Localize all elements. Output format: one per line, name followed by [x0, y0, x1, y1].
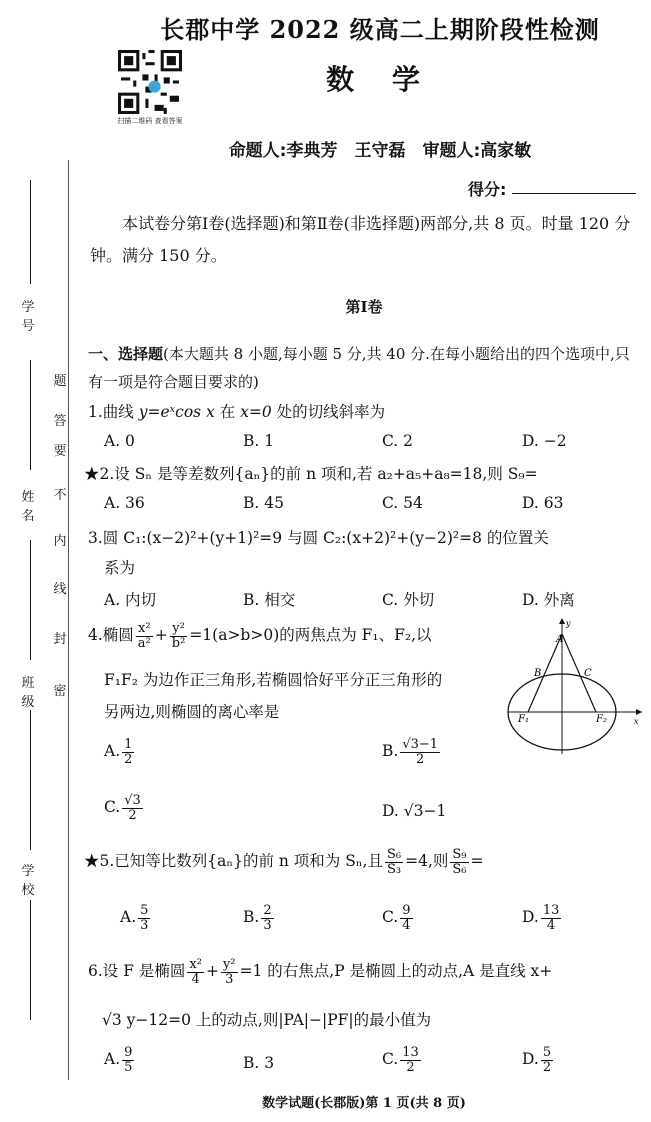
- section-desc: (本大题共 8 小题,每小题 5 分,共 40 分.在每小题给出的四个选项中,只有一项是符合题目要求的): [88, 345, 630, 391]
- school-blank[interactable]: [30, 900, 31, 1020]
- qr-caption: 扫描二维码 查看答案: [117, 117, 183, 125]
- student-no-label: 学 号: [21, 300, 35, 334]
- q5-option-a[interactable]: A. $\frac{5}{3}$: [120, 903, 149, 933]
- student-no-blank[interactable]: [30, 180, 31, 284]
- ellipse-figure: [504, 616, 644, 756]
- q2-option-c[interactable]: C. 54: [382, 494, 423, 512]
- fig-label-b: B: [534, 668, 542, 679]
- seal-char-8: 题: [53, 374, 67, 389]
- q5-option-b[interactable]: B. $\frac{2}{3}$: [243, 903, 272, 933]
- q3-option-b[interactable]: B. 相交: [243, 591, 296, 609]
- q6-option-a[interactable]: A. $\frac{9}{5}$: [104, 1045, 133, 1075]
- question-4-stem-line2: F₁F₂ 为边作正三角形,若椭圆恰好平分正三角形的: [104, 671, 443, 689]
- seal-char-2: 封: [53, 632, 67, 647]
- q4-option-a[interactable]: A. $\frac{1}{2}$: [104, 737, 133, 767]
- exam-title: 长郡中学 2022 级高二上期阶段性检测: [160, 15, 600, 44]
- question-4-stem-line3: 另两边,则椭圆的离心率是: [104, 703, 280, 721]
- q4-option-d[interactable]: D. √3−1: [382, 802, 447, 820]
- score-blank[interactable]: [512, 193, 636, 194]
- q1-option-c[interactable]: C. 2: [382, 432, 414, 450]
- q1-option-a[interactable]: A. 0: [104, 432, 135, 450]
- seal-char-7: 答: [53, 414, 67, 429]
- name-blank-top[interactable]: [30, 360, 31, 470]
- q6-option-d[interactable]: D. $\frac{5}{2}$: [522, 1045, 552, 1075]
- name-blank[interactable]: [30, 540, 31, 660]
- subject-title: 数 学: [326, 63, 434, 96]
- q1-option-b[interactable]: B. 1: [243, 432, 275, 450]
- q2-option-b[interactable]: B. 45: [243, 494, 284, 512]
- question-3-stem-line1: 3.圆 C₁:(x−2)²+(y+1)²=9 与圆 C₂:(x+2)²+(y−2)²=8 的位置关: [88, 529, 549, 547]
- q3-option-a[interactable]: A. 内切: [104, 591, 157, 609]
- score-label: 得分:: [468, 180, 507, 199]
- star-icon: ★: [84, 465, 100, 483]
- q6-option-c[interactable]: C. $\frac{13}{2}$: [382, 1045, 419, 1075]
- q3-option-d[interactable]: D. 外离: [522, 591, 575, 609]
- question-6-stem-line1: 6.设 F 是椭圆 $\frac{\text{x²}}{4}$ + $\frac{\text{y²}}{3}$ =1 的右焦点,P 是椭圆上的动点,A 是直线 x+: [88, 957, 553, 987]
- question-5-stem: ★5.已知等比数列{aₙ}的前 n 项和为 Sₙ,且 $\frac{\text{S₆}}{\text{S₃}}$ =4,则 $\frac{\text{S₉}}{\text{S₆}}$ =: [84, 847, 484, 877]
- question-6-stem-line2: √3 y−12=0 上的动点,则|PA|−|PF|的最小值为: [102, 1011, 432, 1029]
- seal-char-1: 密: [53, 684, 67, 699]
- question-3-stem-line2: 系为: [104, 559, 136, 577]
- question-2-stem: ★2.设 Sₙ 是等差数列{aₙ}的前 n 项和,若 a₂+a₅+a₈=18,则 S₉=: [84, 465, 538, 483]
- authors-line: 命题人:李典芳 王守磊 审题人:高家敏: [228, 141, 532, 161]
- section-heading: [88, 340, 638, 396]
- seal-char-3: 线: [53, 582, 67, 597]
- exam-intro: 本试卷分第Ⅰ卷(选择题)和第Ⅱ卷(非选择题)两部分,共 8 页。时量 120 分钟。满分 150 分。: [90, 214, 631, 265]
- page-footer: 数学试题(长郡版)第 1 页(共 8 页): [262, 1096, 466, 1111]
- question-4-stem-line1: 4.椭圆 $\frac{\text{x²}}{\text{a²}}$ + $\frac{\text{y²}}{\text{b²}}$ =1(a>b>0)的两焦点为 F₁、F₂,以: [88, 621, 432, 651]
- star-icon: ★: [84, 852, 100, 871]
- q4-option-c[interactable]: C. $\frac{√3}{2}$: [104, 793, 141, 823]
- q4-option-b[interactable]: B. $\frac{√3-1}{2}$: [382, 737, 439, 767]
- class-label: 班 级: [21, 676, 35, 710]
- q2-option-d[interactable]: D. 63: [522, 494, 564, 512]
- school-label: 学 校: [21, 864, 35, 898]
- volume-heading: 第Ⅰ卷: [345, 298, 383, 316]
- name-label: 姓 名: [21, 490, 35, 524]
- seal-char-5: 不: [53, 488, 67, 503]
- q1-option-d[interactable]: D. −2: [522, 432, 567, 450]
- question-1-stem: 1.曲线 y=eˣcos x 在 x=0 处的切线斜率为: [88, 403, 386, 421]
- class-blank[interactable]: [30, 710, 31, 850]
- fig-label-f2: F₂: [596, 714, 607, 725]
- fig-axis-y: y: [566, 619, 571, 628]
- seal-char-4: 内: [53, 534, 67, 549]
- fig-axis-x: x: [634, 717, 639, 726]
- q2-option-a[interactable]: A. 36: [104, 494, 145, 512]
- fig-label-c: C: [584, 668, 592, 679]
- section-title: 一、选择题: [88, 345, 164, 363]
- seal-char-6: 要: [53, 444, 67, 459]
- q5-option-c[interactable]: C. $\frac{9}{4}$: [382, 903, 411, 933]
- q5-option-d[interactable]: D. $\frac{13}{4}$: [522, 903, 560, 933]
- fig-label-f1: F₁: [518, 714, 529, 725]
- seal-line: [68, 160, 69, 1080]
- fig-label-a: A: [556, 634, 564, 645]
- q3-option-c[interactable]: C. 外切: [382, 591, 435, 609]
- q6-option-b[interactable]: B. 3: [243, 1054, 275, 1072]
